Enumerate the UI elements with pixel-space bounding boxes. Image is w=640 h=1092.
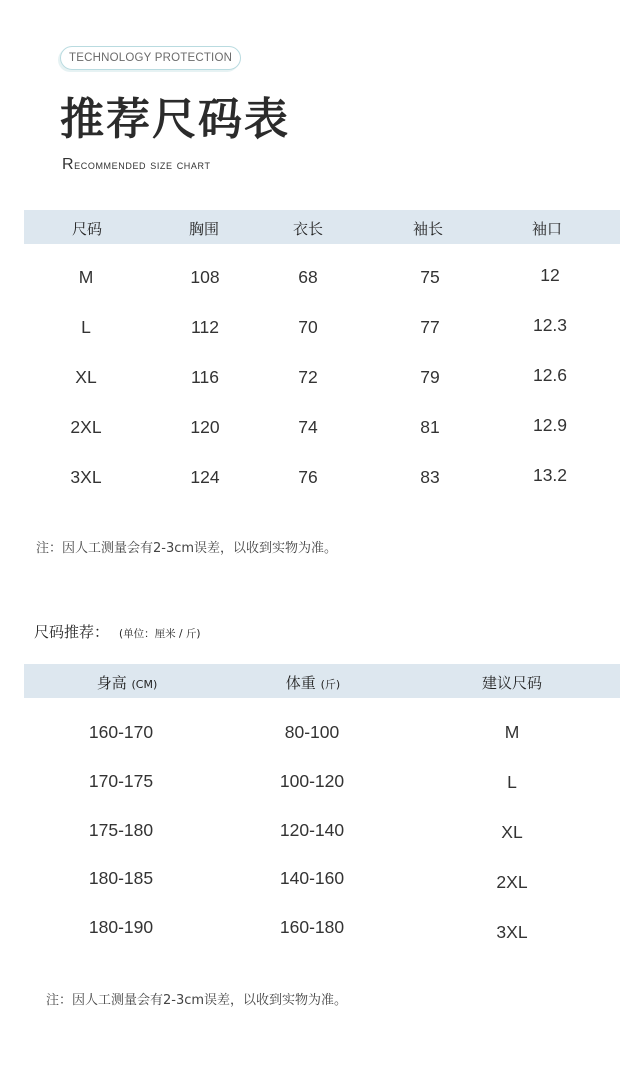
sleeve-cell: 77 [420,317,440,337]
length-cell: 68 [298,267,318,287]
recommend-table-header [24,664,620,698]
weight-cell: 140-160 [279,868,345,888]
recommend-unit: (单位：厘米 / 斤) [119,628,201,640]
sleeve-cell: 79 [420,367,440,387]
suggested-size-cell: M [504,722,520,742]
weight-cell: 80-100 [284,722,340,742]
recommend-label-text: 尺码推荐： [34,623,110,641]
height-cell: 175-180 [88,820,154,840]
height-cell: 180-190 [88,917,154,937]
size-header-cell: 衣长 [292,220,324,238]
size-cell: 2XL [70,417,102,437]
size-cell: L [81,317,91,337]
weight-header-text: 体重 [285,674,316,692]
weight-header [286,672,340,693]
suggested-size-cell: XL [501,822,523,842]
weight-cell: 120-140 [279,820,345,840]
size-header-cell: 胸围 [188,220,220,238]
page-title: 推荐尺码表 [60,94,290,145]
suggested-size-cell: L [507,772,517,792]
length-cell: 72 [298,367,318,387]
sleeve-cell: 83 [420,467,440,487]
height-header-text: 身高 [96,674,127,692]
height-cell: 180-185 [88,868,154,888]
weight-cell: 160-180 [279,917,345,937]
length-cell: 76 [298,467,318,487]
measurement-note-bottom: 注：因人工测量会有2-3cm误差，以收到实物为准。 [46,993,348,1008]
size-cell: 3XL [70,467,102,487]
page-subtitle: Recommended size chart [62,156,211,173]
height-cell: 170-175 [88,771,154,791]
size-header-cell: 袖口 [531,220,563,238]
sleeve-cell: 81 [420,417,440,437]
measurement-note: 注：因人工测量会有2-3cm误差，以收到实物为准。 [36,541,338,556]
cuff-cell: 12.9 [532,415,568,435]
cuff-cell: 12.6 [532,365,568,385]
size-header-cell: 袖长 [412,220,444,238]
weight-header-unit: (斤) [320,678,341,691]
cuff-cell: 12.3 [532,315,568,335]
size-cell: M [78,267,94,287]
length-cell: 74 [298,417,318,437]
cuff-cell: 12 [540,265,560,285]
sleeve-cell: 75 [420,267,440,287]
technology-protection-badge: TECHNOLOGY PROTECTION [60,46,241,70]
chest-cell: 116 [191,367,219,387]
chest-cell: 108 [190,267,220,287]
suggested-size-cell: 3XL [496,922,528,942]
weight-cell: 100-120 [279,771,345,791]
cuff-cell: 13.2 [532,465,568,485]
size-recommend-label [34,621,200,642]
size-cell: XL [75,367,97,387]
height-cell: 160-170 [88,722,154,742]
size-table-header [24,210,620,244]
length-cell: 70 [298,317,318,337]
size-header-cell: 尺码 [71,220,103,238]
chest-cell: 112 [191,317,219,337]
chest-cell: 124 [190,467,220,487]
chest-cell: 120 [190,417,220,437]
height-header-unit: (CM) [131,678,158,691]
height-header [97,672,158,693]
suggested-size-header: 建议尺码 [481,674,543,692]
suggested-size-cell: 2XL [496,872,528,892]
